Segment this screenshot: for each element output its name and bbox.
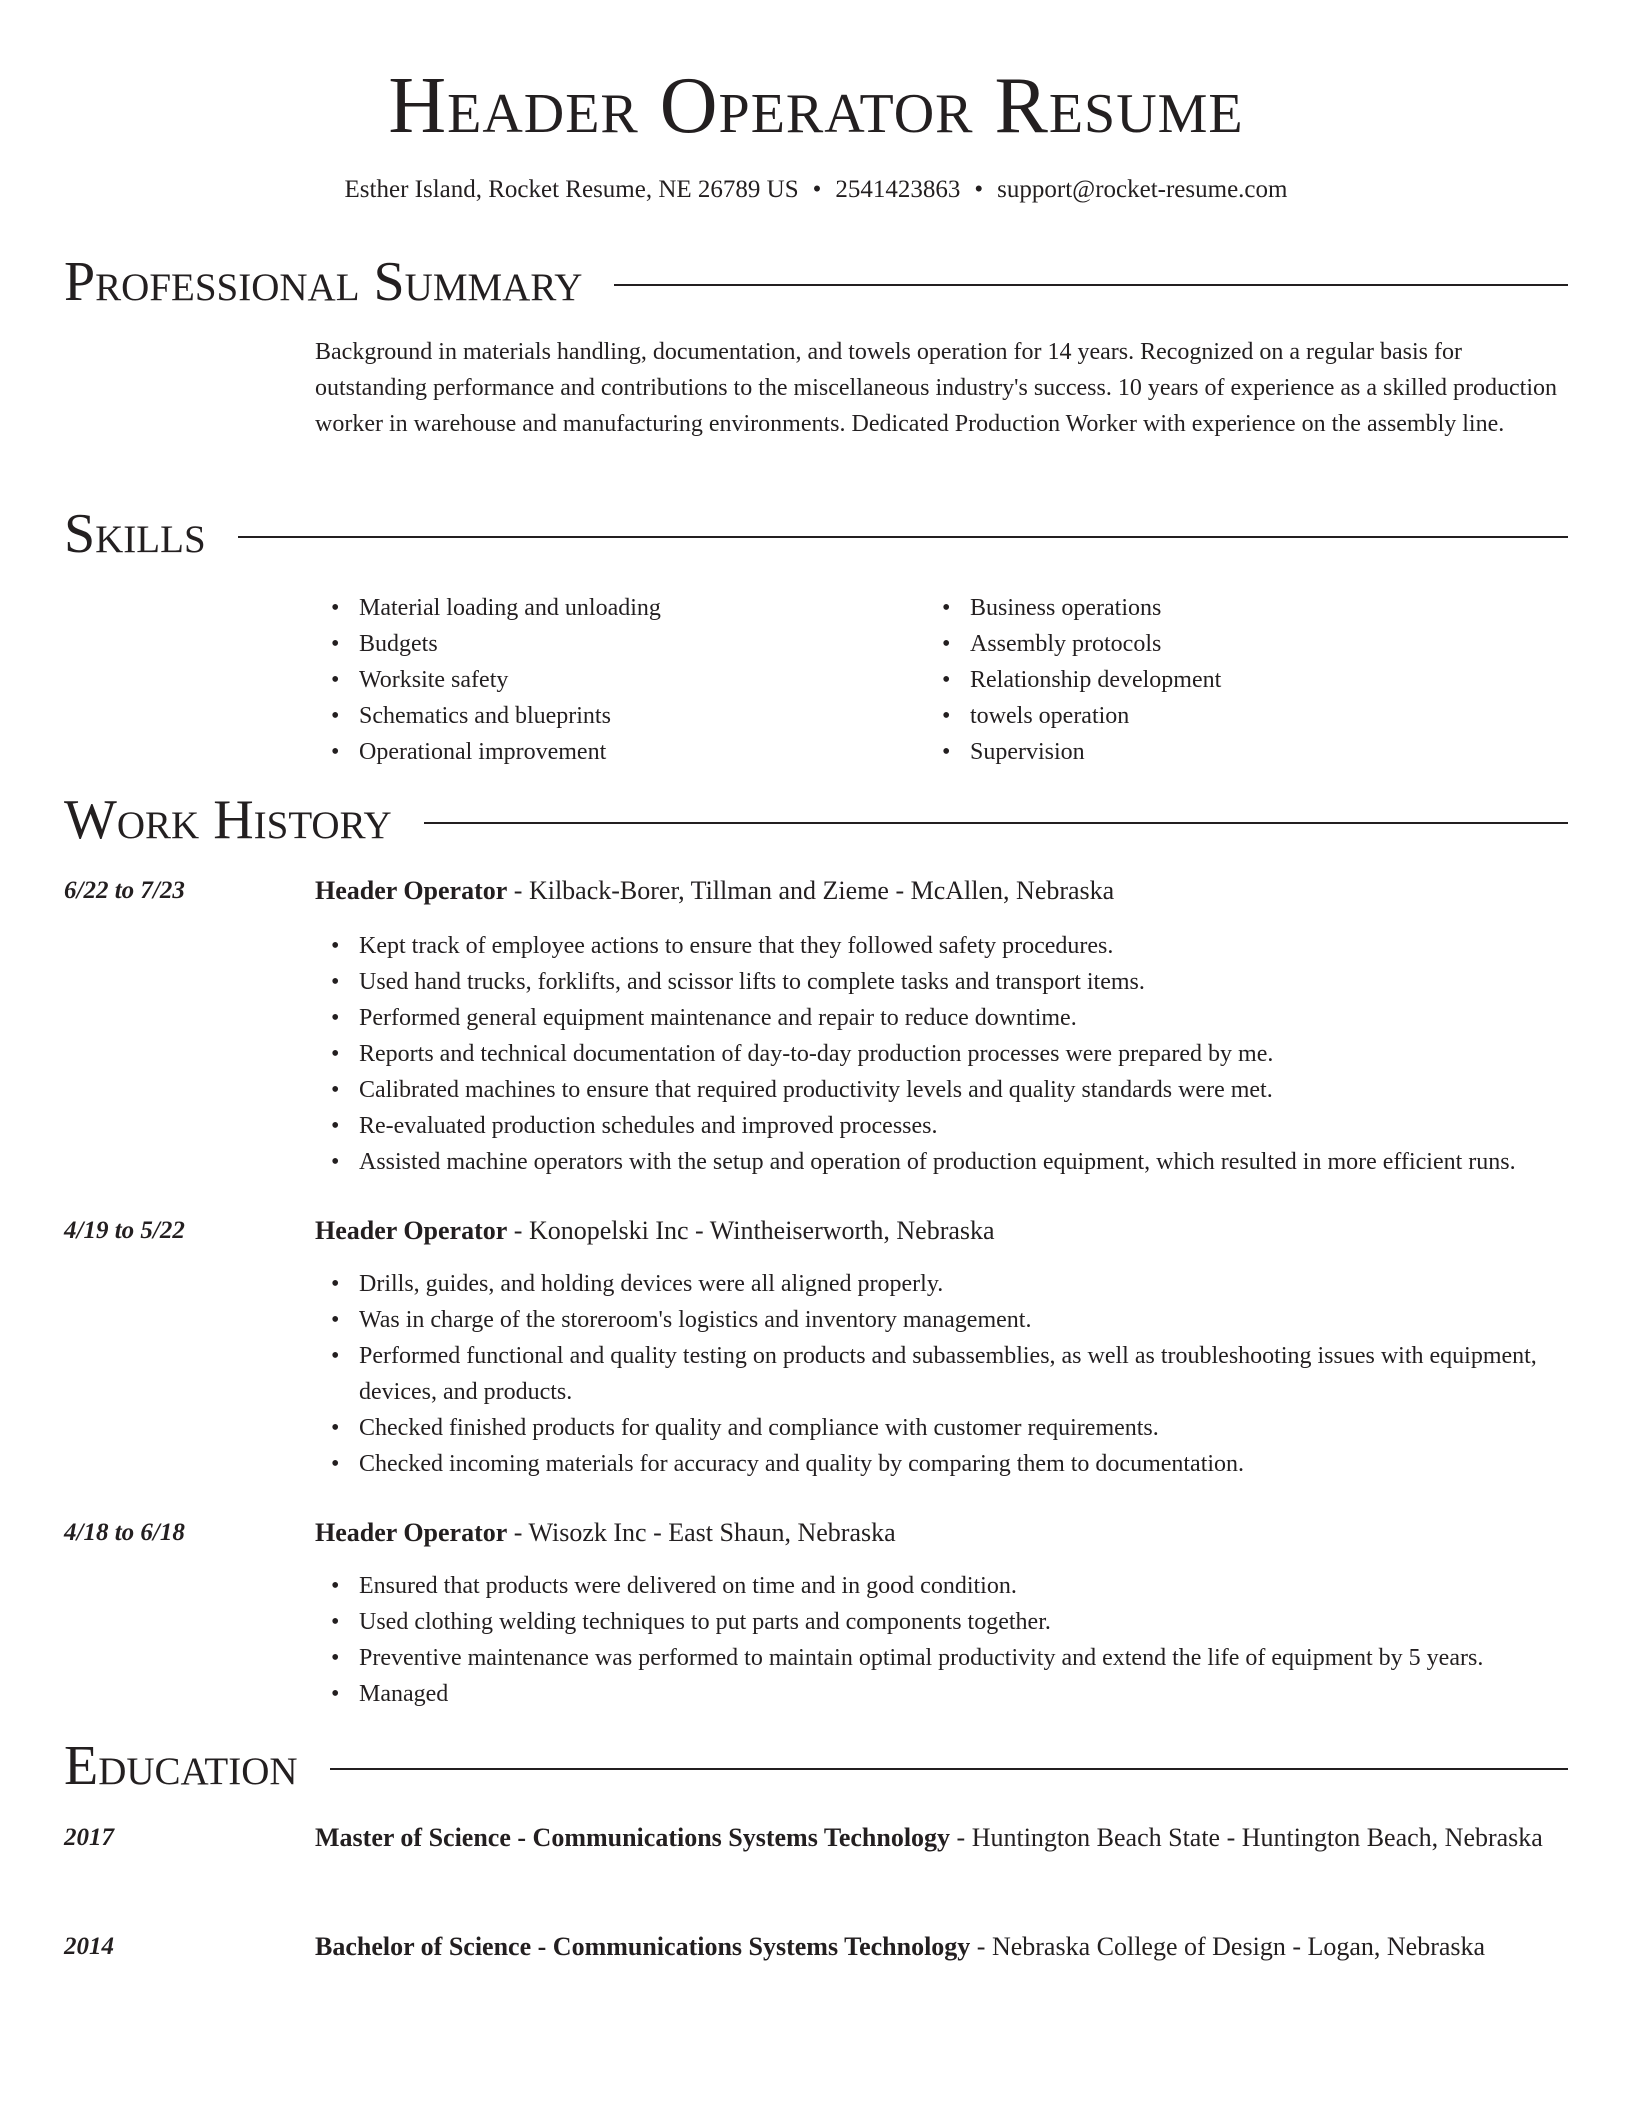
list-item xyxy=(315,1338,1568,1410)
list-item-text: Material loading and unloading xyxy=(359,595,661,621)
job-bullets xyxy=(315,928,1568,1180)
list-item-text: Preventive maintenance was performed to maintain optimal productivity and extend the life of equipment by 5 years. xyxy=(359,1645,1484,1671)
list-item xyxy=(315,1676,1568,1712)
bullet-icon: • xyxy=(331,1645,340,1671)
bullet-icon: • xyxy=(331,1343,340,1369)
section-title: Education xyxy=(64,1735,298,1797)
list-item-text: Used hand trucks, forklifts, and scissor lifts to complete tasks and transport items. xyxy=(359,969,1145,995)
list-item xyxy=(315,928,1568,964)
resume-title: Header Operator Resume xyxy=(388,62,1244,150)
section-title: Skills xyxy=(64,503,206,565)
job-details: - Wisozk Inc - East Shaun, Nebraska xyxy=(507,1518,896,1547)
section-divider xyxy=(238,536,1568,538)
section-divider xyxy=(330,1768,1568,1770)
list-item-text: towels operation xyxy=(970,703,1130,729)
separator-dot: • xyxy=(974,176,984,203)
job-role: Header Operator xyxy=(315,876,508,905)
list-item xyxy=(315,662,915,698)
section-title: Work History xyxy=(64,789,392,851)
bullet-icon: • xyxy=(331,667,340,693)
job-heading xyxy=(315,1212,1568,1250)
list-item xyxy=(315,964,1568,1000)
list-item-text: Ensured that products were delivered on time and in good condition. xyxy=(359,1573,1017,1599)
education-degree: Bachelor of Science - Communications Systems Technology xyxy=(315,1932,971,1961)
bullet-icon: • xyxy=(331,631,340,657)
list-item xyxy=(315,1072,1568,1108)
section-skills-heading xyxy=(64,502,1568,566)
list-item-text: Performed general equipment maintenance and repair to reduce downtime. xyxy=(359,1005,1077,1031)
skills-list-left xyxy=(315,590,915,770)
bullet-icon: • xyxy=(331,1573,340,1599)
list-item-text: Was in charge of the storeroom's logistics and inventory management. xyxy=(359,1307,1032,1333)
job-bullets xyxy=(315,1266,1568,1482)
contact-line xyxy=(64,172,1568,208)
job-dates: 4/19 to 5/22 xyxy=(64,1217,185,1244)
section-summary-heading xyxy=(64,250,1568,314)
list-item-text: Operational improvement xyxy=(359,739,607,765)
bullet-icon: • xyxy=(331,1681,340,1707)
list-item-text: Re-evaluated production schedules and improved processes. xyxy=(359,1113,938,1139)
section-title: Professional Summary xyxy=(64,251,583,313)
section-education-heading xyxy=(64,1734,1568,1798)
bullet-icon: • xyxy=(331,1609,340,1635)
address: Esther Island, Rocket Resume, NE 26789 US xyxy=(344,176,799,203)
bullet-icon: • xyxy=(331,1271,340,1297)
list-item xyxy=(315,1000,1568,1036)
section-divider xyxy=(614,284,1568,286)
list-item-text: Performed functional and quality testing on products and subassemblies, as well as troubleshooting issues with equipment, devices, and products. xyxy=(359,1343,1537,1405)
section-divider xyxy=(424,822,1568,824)
bullet-icon: • xyxy=(942,595,951,621)
education-year: 2017 xyxy=(64,1824,114,1851)
list-item-text: Managed xyxy=(359,1681,449,1707)
job-role: Header Operator xyxy=(315,1216,508,1245)
list-item-text: Reports and technical documentation of day-to-day production processes were prepared by me. xyxy=(359,1041,1274,1067)
bullet-icon: • xyxy=(331,1005,340,1031)
list-item xyxy=(315,1604,1568,1640)
bullet-icon: • xyxy=(331,1041,340,1067)
list-item-text: Business operations xyxy=(970,595,1162,621)
section-work-heading xyxy=(64,788,1568,852)
list-item xyxy=(315,1410,1568,1446)
list-item xyxy=(315,1568,1568,1604)
phone: 2541423863 xyxy=(835,176,961,203)
list-item-text: Used clothing welding techniques to put parts and components together. xyxy=(359,1609,1051,1635)
list-item-text: Worksite safety xyxy=(359,667,509,693)
bullet-icon: • xyxy=(331,1149,340,1175)
list-item xyxy=(926,698,1526,734)
bullet-icon: • xyxy=(942,667,951,693)
separator-dot: • xyxy=(812,176,822,203)
skills-list-right xyxy=(926,590,1526,770)
job-heading xyxy=(315,1514,1568,1552)
job-dates: 6/22 to 7/23 xyxy=(64,877,185,904)
list-item xyxy=(926,662,1526,698)
education-details: - Nebraska College of Design - Logan, Nebraska xyxy=(970,1932,1486,1961)
list-item-text: Assisted machine operators with the setup and operation of production equipment, which resulted in more efficient runs. xyxy=(359,1149,1516,1175)
list-item xyxy=(926,590,1526,626)
bullet-icon: • xyxy=(331,1113,340,1139)
list-item-text: Kept track of employee actions to ensure that they followed safety procedures. xyxy=(359,933,1114,959)
list-item-text: Drills, guides, and holding devices were all aligned properly. xyxy=(359,1271,944,1297)
bullet-icon: • xyxy=(942,631,951,657)
list-item-text: Checked incoming materials for accuracy and quality by comparing them to documentation. xyxy=(359,1451,1245,1477)
list-item xyxy=(315,590,915,626)
email: support@rocket-resume.com xyxy=(997,176,1288,203)
list-item-text: Schematics and blueprints xyxy=(359,703,611,729)
bullet-icon: • xyxy=(331,739,340,765)
bullet-icon: • xyxy=(331,969,340,995)
education-entry xyxy=(315,1819,1568,1857)
bullet-icon: • xyxy=(942,739,951,765)
list-item xyxy=(315,1266,1568,1302)
bullet-icon: • xyxy=(331,1451,340,1477)
education-details: - Huntington Beach State - Huntington Beach, Nebraska xyxy=(950,1823,1543,1852)
job-details: - Konopelski Inc - Wintheiserworth, Nebraska xyxy=(507,1216,995,1245)
bullet-icon: • xyxy=(331,933,340,959)
summary-text: Background in materials handling, documentation, and towels operation for 14 years. Recognized on a regular basis for outstanding performance and contributions to the miscellaneous industry's success. 10 years of experience as a skilled production worker in warehouse and manufacturing environments. Dedicated Production Worker with experience on the assembly line. xyxy=(315,339,1557,437)
list-item xyxy=(926,734,1526,770)
list-item xyxy=(315,1640,1568,1676)
list-item xyxy=(315,1108,1568,1144)
list-item xyxy=(315,1144,1568,1180)
list-item xyxy=(926,626,1526,662)
list-item xyxy=(315,1302,1568,1338)
job-heading xyxy=(315,872,1568,910)
bullet-icon: • xyxy=(331,1415,340,1441)
job-role: Header Operator xyxy=(315,1518,508,1547)
bullet-icon: • xyxy=(331,595,340,621)
job-dates: 4/18 to 6/18 xyxy=(64,1519,185,1546)
list-item-text: Calibrated machines to ensure that required productivity levels and quality standards were met. xyxy=(359,1077,1273,1103)
job-details: - Kilback-Borer, Tillman and Zieme - McAllen, Nebraska xyxy=(507,876,1115,905)
bullet-icon: • xyxy=(331,1077,340,1103)
bullet-icon: • xyxy=(331,1307,340,1333)
list-item-text: Checked finished products for quality and compliance with customer requirements. xyxy=(359,1415,1159,1441)
list-item xyxy=(315,1036,1568,1072)
education-degree: Master of Science - Communications Systems Technology xyxy=(315,1823,951,1852)
list-item-text: Relationship development xyxy=(970,667,1222,693)
education-year: 2014 xyxy=(64,1933,114,1960)
list-item-text: Budgets xyxy=(359,631,438,657)
list-item xyxy=(315,626,915,662)
list-item-text: Supervision xyxy=(970,739,1085,765)
bullet-icon: • xyxy=(331,703,340,729)
list-item xyxy=(315,698,915,734)
job-bullets xyxy=(315,1568,1568,1712)
education-entry xyxy=(315,1928,1568,1966)
list-item xyxy=(315,1446,1568,1482)
list-item xyxy=(315,734,915,770)
bullet-icon: • xyxy=(942,703,951,729)
list-item-text: Assembly protocols xyxy=(970,631,1162,657)
